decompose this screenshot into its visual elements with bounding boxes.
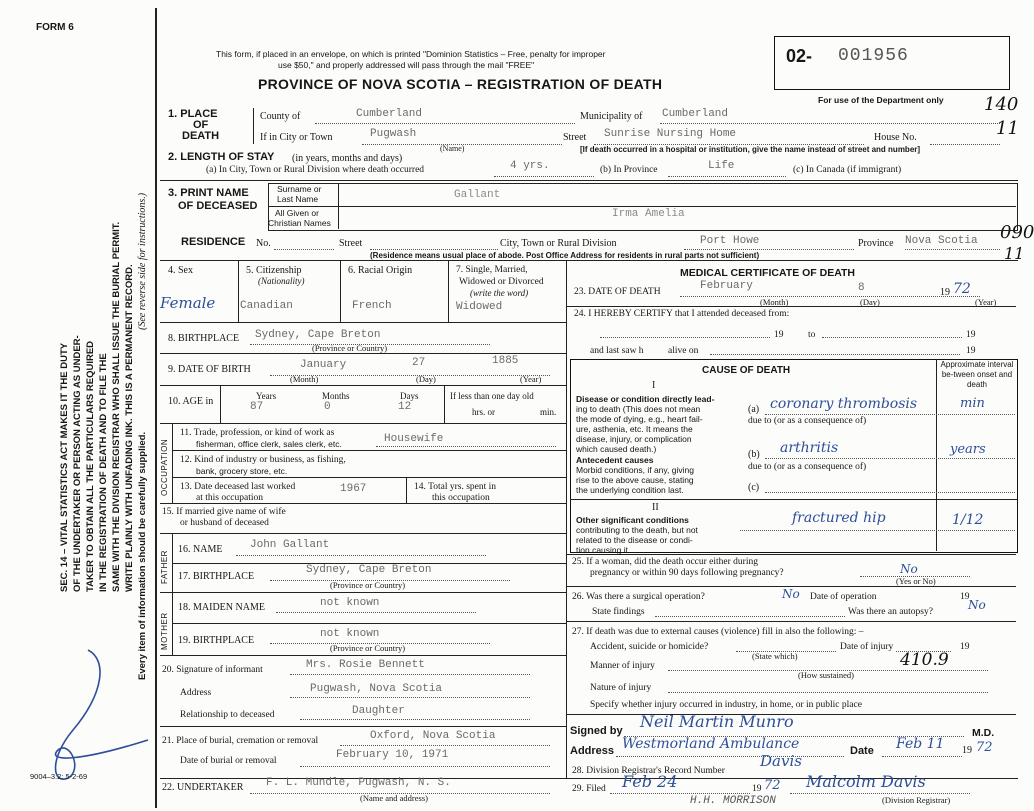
months-value: 0 bbox=[324, 401, 331, 413]
birthplace-value: Sydney, Cape Breton bbox=[255, 329, 381, 341]
registrar-no-label: 28. Division Registrar's Record Number bbox=[572, 766, 725, 776]
months-label: Months bbox=[322, 391, 350, 401]
industry-label: 12. Kind of industry or business, as fishing, bbox=[180, 455, 346, 465]
stay-province-label: (b) In Province bbox=[600, 165, 658, 175]
citizenship-label: 5. Citizenship bbox=[246, 265, 302, 276]
father-birthplace-note: (Province or Country) bbox=[330, 580, 406, 590]
years-value: 87 bbox=[250, 401, 264, 413]
registrar-note: (Division Registrar) bbox=[882, 795, 951, 805]
registrar-name-stamp: H.H. MORRISON bbox=[690, 795, 776, 807]
spouse-label-2: or husband of deceased bbox=[180, 518, 269, 528]
undertaker-note: (Name and address) bbox=[360, 793, 428, 803]
form-title: PROVINCE OF NOVA SCOTIA – REGISTRATION OF DEATH bbox=[258, 76, 663, 92]
last-saw-label: and last saw h bbox=[590, 346, 644, 356]
antecedent-label-1: Antecedent causes bbox=[576, 455, 654, 465]
county-label: County of bbox=[260, 111, 301, 122]
given-label: All Given or bbox=[275, 208, 319, 218]
disease-label-4: ure, asthenia, etc. It means the bbox=[576, 424, 693, 434]
days-label: Days bbox=[400, 391, 419, 401]
dob-month: January bbox=[300, 359, 347, 371]
father-birthplace-label: 17. BIRTHPLACE bbox=[178, 571, 255, 582]
surgery-value: No bbox=[782, 587, 800, 601]
given-value: Irma Amelia bbox=[612, 208, 685, 220]
birthplace-note: (Province or Country) bbox=[312, 343, 388, 353]
signed-date-label: Date bbox=[850, 745, 874, 757]
stay-city-value: 4 yrs. bbox=[510, 160, 550, 172]
filed-year-prefix: 19 bbox=[752, 784, 762, 794]
mail-notice: This form, if placed in an envelope, on which is printed "Dominion Statistics – Free, penalty for improper bbox=[216, 49, 606, 59]
alive-nineteen: 19 bbox=[966, 346, 976, 356]
registration-prefix: 02- bbox=[786, 46, 813, 66]
side-instruction-6: WRITE PLAINLY WITH UNFADING INK. THIS IS A PERMANENT RECORD. bbox=[124, 264, 135, 592]
spouse-label: 15. If married give name of wife bbox=[162, 507, 286, 517]
department-use-label: For use of the Department only bbox=[818, 95, 944, 105]
city-label: If in City or Town bbox=[260, 132, 333, 143]
undertaker-value: F. L. Mundle, Pugwash, N. S. bbox=[266, 777, 451, 789]
department-code-1: 140 bbox=[984, 94, 1019, 115]
md-label: M.D. bbox=[972, 727, 995, 739]
surname-value: Gallant bbox=[454, 189, 501, 201]
deceased-name-label: 3. PRINT NAME bbox=[168, 187, 249, 199]
dod-year-prefix: 19 bbox=[940, 287, 950, 298]
origin-label: 6. Racial Origin bbox=[348, 265, 413, 276]
side-instruction-1: SEC. 14 – VITAL STATISTICS ACT MAKES IT THE DUTY bbox=[59, 342, 70, 592]
informant-sig-label: 20. Signature of informant bbox=[162, 665, 263, 675]
informant-sig-value: Mrs. Rosie Bennett bbox=[306, 659, 425, 671]
given-label-2: Christian Names bbox=[268, 218, 331, 228]
years-spent-label: 14. Total yrs. spent in bbox=[414, 482, 497, 492]
place-label-2: OF bbox=[193, 119, 209, 131]
marital-label-2: Widowed or Divorced bbox=[459, 277, 544, 287]
burial-place-value: Oxford, Nova Scotia bbox=[370, 730, 496, 742]
institution-note: [If death occurred in a hospital or institution, give the name instead of street and number] bbox=[580, 145, 921, 154]
findings-label: State findings bbox=[592, 607, 645, 617]
residence-label: RESIDENCE bbox=[181, 236, 246, 248]
dob-day: 27 bbox=[412, 357, 426, 369]
external-label: 27. If death was due to external causes (violence) fill in also the following: – bbox=[572, 627, 864, 637]
side-instruction-8: Every item of information should be carefully supplied. bbox=[137, 431, 148, 680]
certify-to: to bbox=[808, 330, 816, 340]
street-value: Sunrise Nursing Home bbox=[604, 128, 737, 140]
print-code: 9004–3.2: 5-2-69 bbox=[30, 772, 88, 781]
disease-label-5: disease, injury, or complication bbox=[576, 434, 692, 444]
cause-b-value: arthritis bbox=[780, 440, 839, 456]
cause-c-label: (c) bbox=[748, 482, 760, 493]
last-worked-label: 13. Date deceased last worked bbox=[180, 482, 296, 492]
section-i: I bbox=[652, 380, 656, 391]
trade-label-2: fisherman, office clerk, sales clerk, etc. bbox=[196, 439, 342, 449]
mother-side-label: MOTHER bbox=[160, 612, 169, 650]
place-bracket bbox=[253, 108, 254, 144]
years-spent-label-2: this occupation bbox=[432, 493, 490, 503]
surname-label: Surname or bbox=[277, 184, 322, 194]
pregnancy-label-2: pregnancy or within 90 days following pregnancy? bbox=[590, 568, 784, 578]
mother-birthplace-note: (Province or Country) bbox=[330, 643, 406, 653]
residence-note: (Residence means usual place of abode. Post Office Address for residents in rural parts not sufficient) bbox=[370, 251, 760, 260]
side-instruction-4: IN THE REGISTRATION OF DEATH AND TO FILE THE bbox=[98, 353, 109, 592]
years-label: Years bbox=[256, 391, 277, 401]
stay-province-value: Life bbox=[708, 160, 735, 172]
father-side-label: FATHER bbox=[160, 550, 169, 584]
residence-city-label: City, Town or Rural Division bbox=[500, 238, 617, 249]
manner-label: Manner of injury bbox=[590, 661, 655, 671]
dod-day: 8 bbox=[858, 282, 865, 294]
medical-title: MEDICAL CERTIFICATE OF DEATH bbox=[680, 267, 855, 279]
specify-label: Specify whether injury occurred in industry, in home, or in public place bbox=[590, 700, 862, 710]
disease-label-1: Disease or condition directly lead- bbox=[576, 394, 715, 404]
birthplace-label: 8. BIRTHPLACE bbox=[168, 333, 240, 344]
mother-birthplace-label: 19. BIRTHPLACE bbox=[178, 635, 255, 646]
signed-date-value: Feb 11 bbox=[896, 736, 945, 752]
relationship-value: Daughter bbox=[352, 705, 405, 717]
burial-date-label: Date of burial or removal bbox=[180, 756, 277, 766]
cause-b-label: (b) bbox=[748, 449, 760, 460]
dob-year: 1885 bbox=[492, 355, 519, 367]
yes-no-note: (Yes or No) bbox=[896, 576, 936, 586]
accident-label: Accident, suicide or homicide? bbox=[590, 642, 709, 652]
surname-label-2: Last Name bbox=[277, 194, 319, 204]
cause-a-value: coronary thrombosis bbox=[770, 396, 918, 412]
doctor-address-label: Address bbox=[570, 745, 615, 757]
side-instruction-2: OF THE UNDERTAKER OR PERSON ACTING AS UNDER- bbox=[72, 335, 83, 592]
name-box bbox=[268, 183, 1018, 231]
mother-maiden-label: 18. MAIDEN NAME bbox=[178, 602, 265, 613]
burial-date-value: February 10, 1971 bbox=[336, 749, 449, 761]
informant-address-label: Address bbox=[180, 688, 212, 698]
place-label-3: DEATH bbox=[182, 130, 220, 142]
disease-label-2: ing to death (This does not mean bbox=[576, 404, 701, 414]
alive-label: alive on bbox=[668, 346, 699, 356]
sustained-note: (How sustained) bbox=[798, 670, 854, 680]
trade-label: 11. Trade, profession, or kind of work as bbox=[180, 428, 335, 438]
less-day-label: If less than one day old bbox=[450, 391, 534, 401]
last-worked-value: 1967 bbox=[340, 483, 367, 495]
days-value: 12 bbox=[398, 401, 412, 413]
surgery-label: 26. Was there a surgical operation? bbox=[572, 592, 705, 602]
mail-notice-2: use $50," and properly addressed will pass through the mail "FREE" bbox=[278, 60, 535, 70]
last-worked-label-2: at this occupation bbox=[196, 493, 264, 503]
marital-label: 7. Single, Married, bbox=[456, 265, 528, 275]
other-label-4: tion causing it. bbox=[576, 545, 631, 555]
side-instruction-5: SAME WITH THE DIVISION REGISTRAR WHO SHALL ISSUE THE BURIAL PERMIT. bbox=[111, 221, 122, 592]
trade-value: Housewife bbox=[384, 433, 444, 445]
municipality-label: Municipality of bbox=[580, 111, 643, 122]
other-condition-interval: 1/12 bbox=[952, 512, 984, 528]
residence-city-value: Port Howe bbox=[700, 235, 760, 247]
county-value: Cumberland bbox=[356, 108, 423, 120]
marital-value: Widowed bbox=[456, 301, 503, 313]
residence-province-label: Province bbox=[858, 238, 894, 249]
industry-label-2: bank, grocery store, etc. bbox=[196, 466, 288, 476]
filed-label: 29. Filed bbox=[572, 784, 606, 794]
operation-nineteen: 19 bbox=[960, 592, 970, 602]
due-to-2: due to (or as a consequence of) bbox=[748, 462, 867, 472]
dod-year-note: (Year) bbox=[975, 297, 997, 307]
nature-label: Nature of injury bbox=[590, 683, 652, 693]
department-code-2: 11 bbox=[996, 118, 1019, 139]
filed-year: 72 bbox=[764, 778, 781, 793]
registration-number: 001956 bbox=[838, 46, 909, 66]
injury-nineteen: 19 bbox=[960, 642, 970, 652]
sex-value: Female bbox=[160, 294, 216, 312]
signed-year: 72 bbox=[976, 740, 993, 755]
other-label-2: contributing to the death, but not bbox=[576, 525, 698, 535]
street-label: Street bbox=[563, 132, 587, 143]
form-left-border bbox=[155, 8, 157, 808]
occupation-side-label: OCCUPATION bbox=[160, 438, 169, 496]
form-number: FORM 6 bbox=[36, 22, 74, 33]
pregnancy-value: No bbox=[900, 562, 918, 576]
certify-nineteen-1: 19 bbox=[774, 330, 784, 340]
disease-label-6: which caused death.) bbox=[576, 444, 657, 454]
signed-by-value: Neil Martin Munro bbox=[640, 712, 794, 731]
section-ii: II bbox=[652, 502, 659, 513]
side-instruction-7: (See reverse side for instructions.) bbox=[137, 192, 148, 330]
cause-title: CAUSE OF DEATH bbox=[702, 365, 791, 376]
father-name-label: 16. NAME bbox=[178, 544, 223, 555]
clerk-scribble-mark bbox=[28, 640, 168, 790]
mother-maiden-value: not known bbox=[320, 597, 380, 609]
cause-a-interval: min bbox=[960, 396, 985, 411]
doctor-address-value: Westmorland Ambulance bbox=[622, 736, 800, 752]
signed-by-label: Signed by bbox=[570, 725, 623, 737]
dod-label: 23. DATE OF DEATH bbox=[574, 287, 661, 297]
residence-street-label: Street bbox=[339, 238, 363, 249]
cause-a-label: (a) bbox=[748, 404, 760, 415]
residence-no-label: No. bbox=[256, 238, 271, 249]
antecedent-label-4: the underlying condition last. bbox=[576, 485, 684, 495]
burial-label: 21. Place of burial, cremation or removal bbox=[162, 736, 319, 746]
dob-month-note: (Month) bbox=[290, 374, 319, 384]
dob-day-note: (Day) bbox=[416, 374, 436, 384]
min-label: min. bbox=[540, 407, 557, 417]
department-code-4: 11 bbox=[1004, 244, 1025, 263]
citizenship-value: Canadian bbox=[240, 300, 293, 312]
age-label: 10. AGE in bbox=[168, 396, 214, 407]
cause-b-interval: years bbox=[950, 442, 986, 457]
marital-note: (write the word) bbox=[470, 288, 529, 298]
deceased-name-label-2: OF DECEASED bbox=[178, 200, 258, 212]
citizenship-note: (Nationality) bbox=[258, 276, 305, 286]
city-name-note: (Name) bbox=[440, 144, 465, 153]
certify-nineteen-2: 19 bbox=[966, 330, 976, 340]
manner-code: 410.9 bbox=[900, 650, 949, 670]
interval-label: Approximate interval be-tween onset and death bbox=[940, 360, 1014, 389]
origin-value: French bbox=[352, 300, 392, 312]
relationship-label: Relationship to deceased bbox=[180, 710, 275, 720]
dod-month: February bbox=[700, 280, 753, 292]
dod-year: 72 bbox=[953, 281, 971, 297]
place-label: 1. PLACE bbox=[168, 108, 218, 120]
side-instruction-3: TAKER TO OBTAIN ALL THE PARTICULARS REQUIRED bbox=[85, 340, 96, 592]
department-code-3: 090 bbox=[1000, 222, 1034, 243]
municipality-value: Cumberland bbox=[662, 108, 729, 120]
residence-province-value: Nova Scotia bbox=[905, 235, 978, 247]
due-to-1: due to (or as a consequence of) bbox=[748, 416, 867, 426]
dob-year-note: (Year) bbox=[520, 374, 542, 384]
other-label-3: related to the disease or condi- bbox=[576, 535, 693, 545]
undertaker-label: 22. UNDERTAKER bbox=[162, 782, 244, 793]
state-which-note: (State which) bbox=[752, 651, 798, 661]
disease-label-3: the mode of dying, e.g., heart fail- bbox=[576, 414, 703, 424]
other-condition-value: fractured hip bbox=[792, 510, 886, 526]
pregnancy-label: 25. If a woman, did the death occur either during bbox=[572, 557, 758, 567]
informant-address-value: Pugwash, Nova Scotia bbox=[310, 683, 443, 695]
signed-year-prefix: 19 bbox=[962, 745, 972, 756]
father-name-value: John Gallant bbox=[250, 539, 330, 551]
house-label: House No. bbox=[874, 132, 917, 143]
filed-date-value: Feb 24 bbox=[622, 772, 678, 791]
city-value: Pugwash bbox=[370, 128, 417, 140]
stay-city-label: (a) In City, Town or Rural Division where death occurred bbox=[206, 165, 425, 175]
operation-date-label: Date of operation bbox=[810, 592, 877, 602]
dod-day-note: (Day) bbox=[860, 297, 880, 307]
sex-label: 4. Sex bbox=[168, 265, 193, 276]
certify-label: 24. I HEREBY CERTIFY that I attended deceased from: bbox=[574, 309, 790, 319]
injury-date-label: Date of injury bbox=[840, 642, 894, 652]
stay-canada-label: (c) In Canada (if immigrant) bbox=[793, 165, 902, 175]
mother-birthplace-value: not known bbox=[320, 628, 380, 640]
antecedent-label-3: rise to the above cause, stating bbox=[576, 475, 694, 485]
antecedent-label-2: Morbid conditions, if any, giving bbox=[576, 465, 694, 475]
dod-month-note: (Month) bbox=[760, 297, 789, 307]
dob-label: 9. DATE OF BIRTH bbox=[168, 364, 251, 375]
hrs-label: hrs. or bbox=[472, 407, 495, 417]
stay-label: 2. LENGTH OF STAY bbox=[168, 151, 275, 163]
autopsy-label: Was there an autopsy? bbox=[848, 607, 933, 617]
other-label-1: Other significant conditions bbox=[576, 515, 689, 525]
registrar-signature: Malcolm Davis bbox=[806, 772, 926, 791]
father-birthplace-value: Sydney, Cape Breton bbox=[306, 564, 432, 576]
stay-unit: (in years, months and days) bbox=[292, 153, 403, 164]
registrar-no-value: Davis bbox=[760, 752, 802, 770]
autopsy-value: No bbox=[968, 598, 986, 612]
